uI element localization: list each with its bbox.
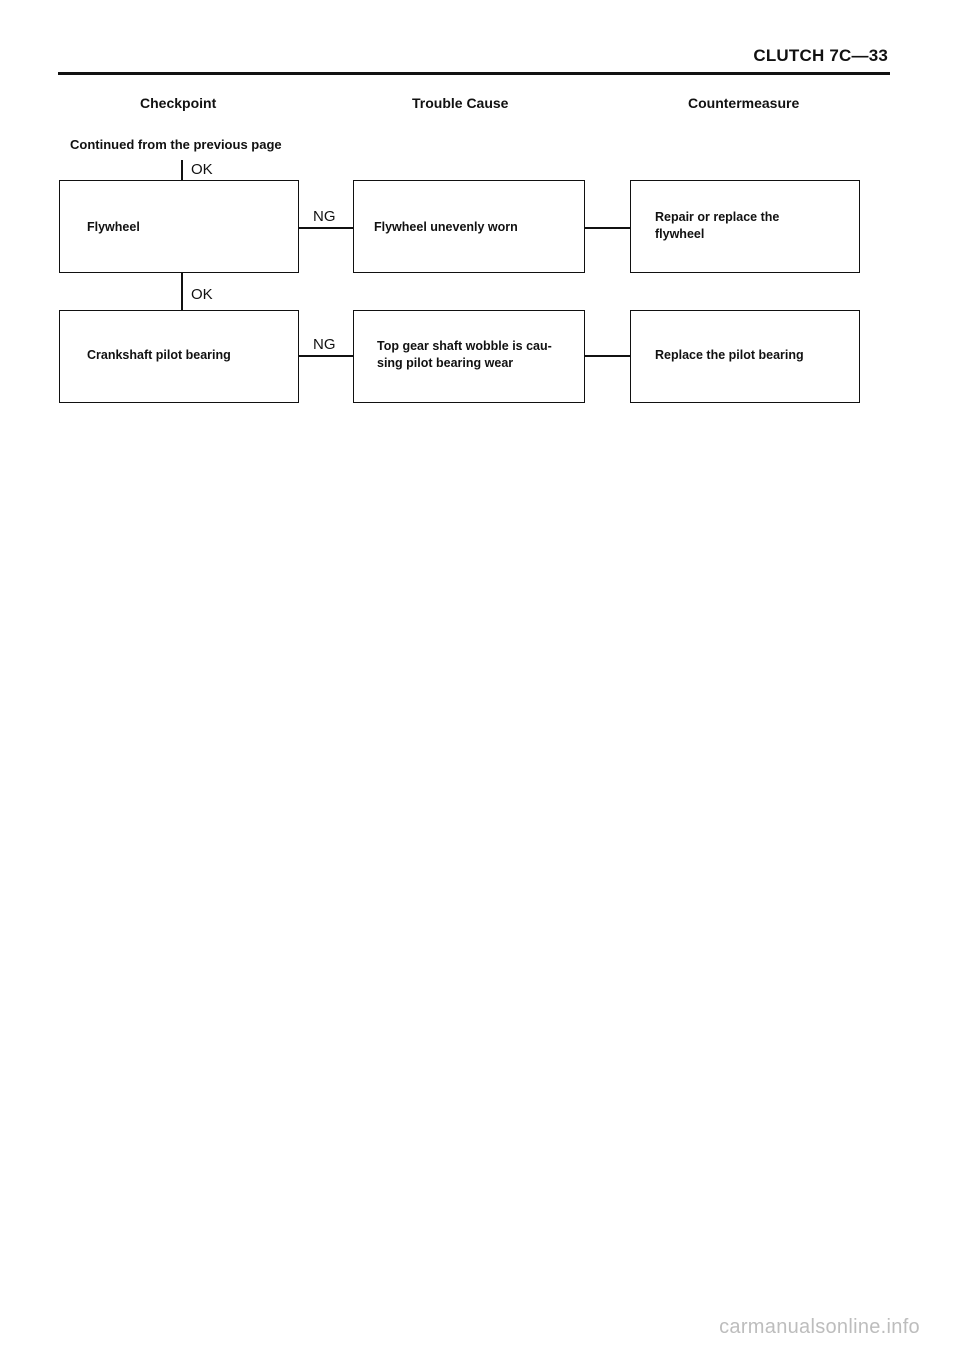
countermeasure-box-flywheel — [630, 180, 860, 273]
page-header-title: CLUTCH 7C—33 — [753, 46, 888, 65]
countermeasure-line: flywheel — [655, 227, 705, 241]
ng-connector-2 — [299, 355, 353, 357]
ng-connector-1 — [299, 227, 353, 229]
ng-label-2: NG — [313, 336, 336, 353]
cause-line: Top gear shaft wobble is cau- — [377, 339, 552, 353]
ok-connector-1 — [181, 160, 183, 180]
continued-note: Continued from the previous page — [70, 137, 282, 152]
ok-label-2: OK — [191, 286, 213, 303]
countermeasure-line: Repair or replace the — [655, 210, 780, 224]
column-heading-checkpoint: Checkpoint — [140, 95, 217, 111]
checkpoint-box-flywheel — [59, 180, 299, 273]
checkpoint-text-flywheel: Flywheel — [87, 220, 140, 234]
column-heading-trouble-cause: Trouble Cause — [412, 95, 509, 111]
cause-countermeasure-connector-2 — [585, 355, 630, 357]
cause-countermeasure-connector-1 — [585, 227, 630, 229]
watermark-text: carmanualsonline.info — [719, 1316, 920, 1338]
checkpoint-text-pilot-bearing: Crankshaft pilot bearing — [87, 348, 231, 362]
cause-text-flywheel: Flywheel unevenly worn — [374, 220, 518, 234]
countermeasure-text-flywheel — [655, 209, 779, 243]
countermeasure-box-pilot-bearing — [630, 310, 860, 403]
cause-text-pilot-bearing — [377, 338, 552, 372]
ok-label-1: OK — [191, 161, 213, 178]
cause-box-flywheel — [353, 180, 585, 273]
cause-box-pilot-bearing — [353, 310, 585, 403]
ng-label-1: NG — [313, 208, 336, 225]
column-heading-countermeasure: Countermeasure — [688, 95, 800, 111]
ok-connector-2 — [181, 273, 183, 310]
cause-line: sing pilot bearing wear — [377, 356, 514, 370]
checkpoint-box-pilot-bearing — [59, 310, 299, 403]
countermeasure-text-pilot-bearing: Replace the pilot bearing — [655, 348, 804, 362]
header-rule — [58, 72, 890, 75]
